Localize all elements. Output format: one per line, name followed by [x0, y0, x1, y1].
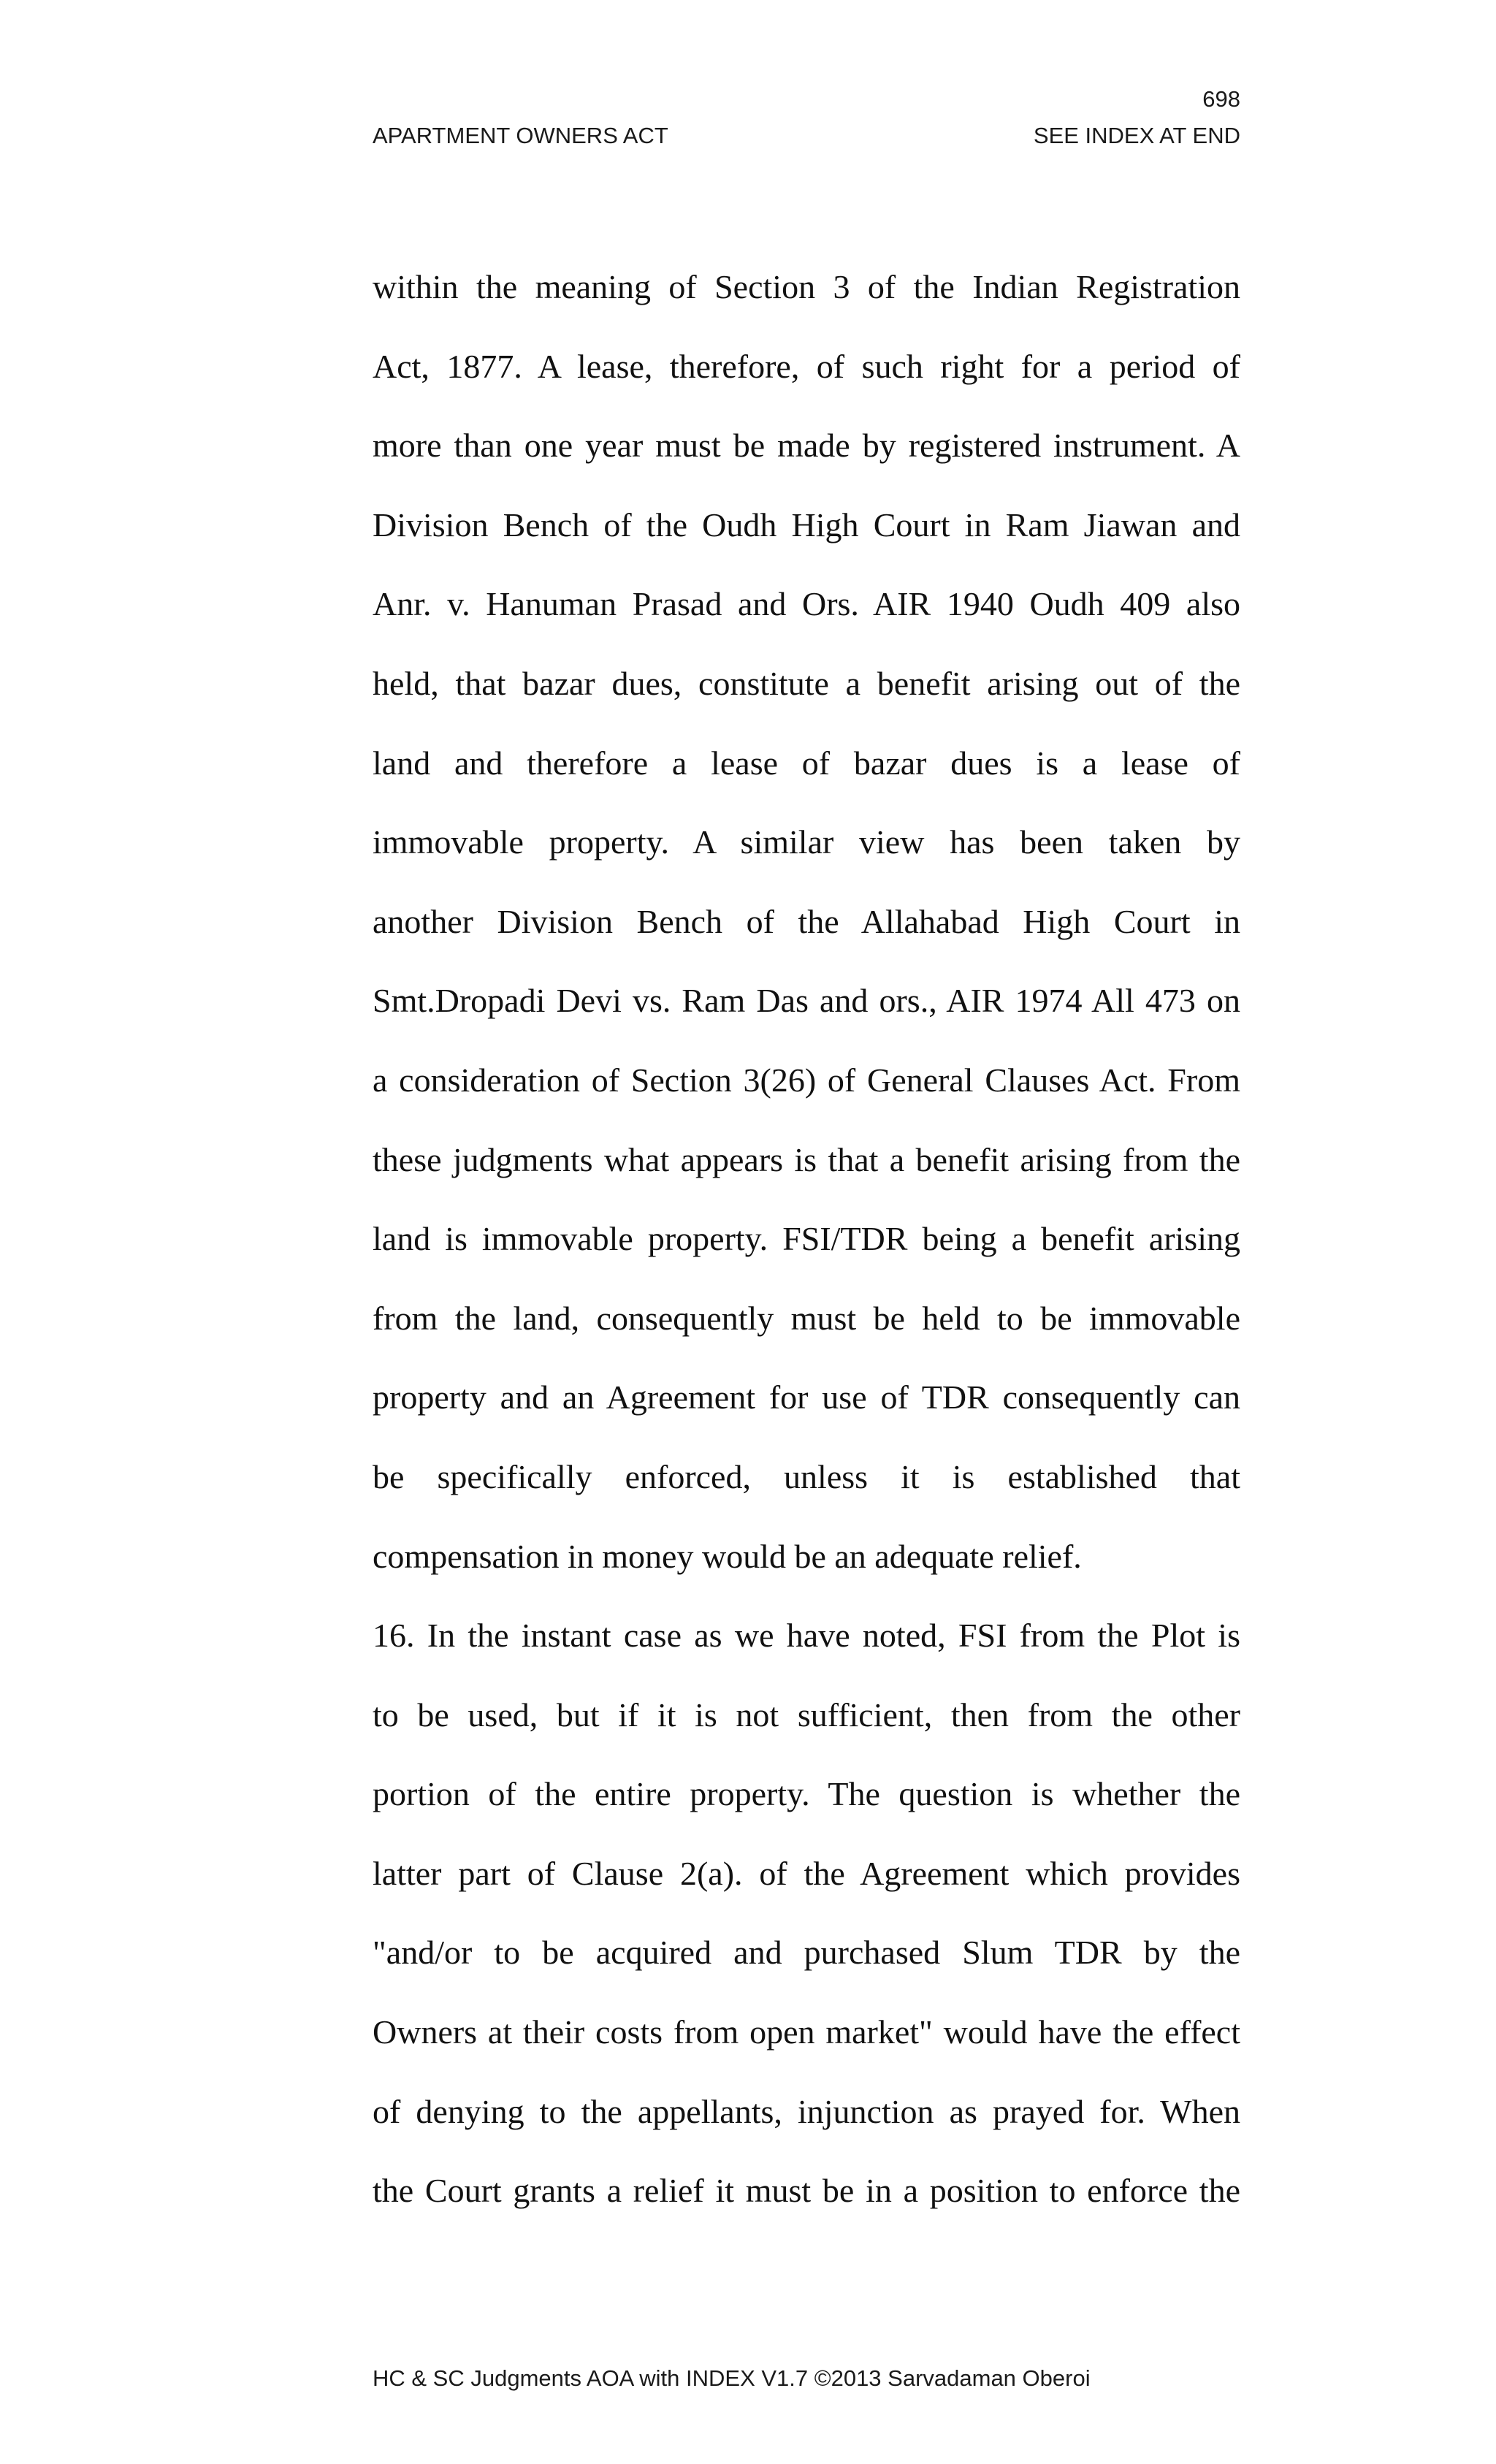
- text-line: be specifically enforced, unless it is established that: [373, 1457, 1240, 1495]
- text-line: Act, 1877. A lease, therefore, of such right for a period of: [373, 347, 1240, 385]
- page-footer: HC & SC Judgments AOA with INDEX V1.7 ©2013 Sarvadaman Oberoi: [373, 2365, 1091, 2391]
- text-line: the Court grants a relief it must be in a position to enforce the: [373, 2172, 1240, 2210]
- text-line: held, that bazar dues, constitute a benefit arising out of the: [373, 664, 1240, 702]
- text-line: "and/or to be acquired and purchased Slum TDR by the: [373, 1934, 1240, 1972]
- text-line: from the land, consequently must be held to be immovable: [373, 1299, 1240, 1337]
- text-line: land and therefore a lease of bazar dues is a lease of: [373, 744, 1240, 782]
- text-line-paragraph-16-start: 16. In the instant case as we have noted, FSI from the Plot is: [373, 1617, 1240, 1655]
- text-line: of denying to the appellants, injunction as prayed for. When: [373, 2092, 1240, 2130]
- text-line: within the meaning of Section 3 of the Indian Registration: [373, 268, 1240, 305]
- page-number: 698: [1202, 86, 1240, 112]
- text-line-paragraph-end: compensation in money would be an adequate relief.: [373, 1537, 1082, 1575]
- judgment-text: [373, 262, 1240, 2245]
- text-line: latter part of Clause 2(a). of the Agreement which provides: [373, 1854, 1240, 1892]
- text-line: a consideration of Section 3(26) of General Clauses Act. From: [373, 1061, 1240, 1099]
- text-line: portion of the entire property. The question is whether the: [373, 1775, 1240, 1813]
- running-header-index-note: SEE INDEX AT END: [1033, 123, 1240, 148]
- text-line: Division Bench of the Oudh High Court in Ram Jiawan and: [373, 506, 1240, 543]
- text-line: land is immovable property. FSI/TDR being a benefit arising: [373, 1220, 1240, 1258]
- text-line: Owners at their costs from open market" would have the effect: [373, 2013, 1240, 2051]
- text-line: another Division Bench of the Allahabad High Court in: [373, 902, 1240, 940]
- text-line: Smt.Dropadi Devi vs. Ram Das and ors., AIR 1974 All 473 on: [373, 982, 1240, 1020]
- text-line: immovable property. A similar view has been taken by: [373, 823, 1240, 861]
- text-line: property and an Agreement for use of TDR consequently can: [373, 1378, 1240, 1416]
- text-line: these judgments what appears is that a benefit arising from the: [373, 1140, 1240, 1178]
- text-line: more than one year must be made by registered instrument. A: [373, 427, 1240, 465]
- text-line: to be used, but if it is not sufficient, then from the other: [373, 1696, 1240, 1733]
- running-header-title: APARTMENT OWNERS ACT: [373, 123, 668, 148]
- text-line: Anr. v. Hanuman Prasad and Ors. AIR 1940 Oudh 409 also: [373, 585, 1240, 623]
